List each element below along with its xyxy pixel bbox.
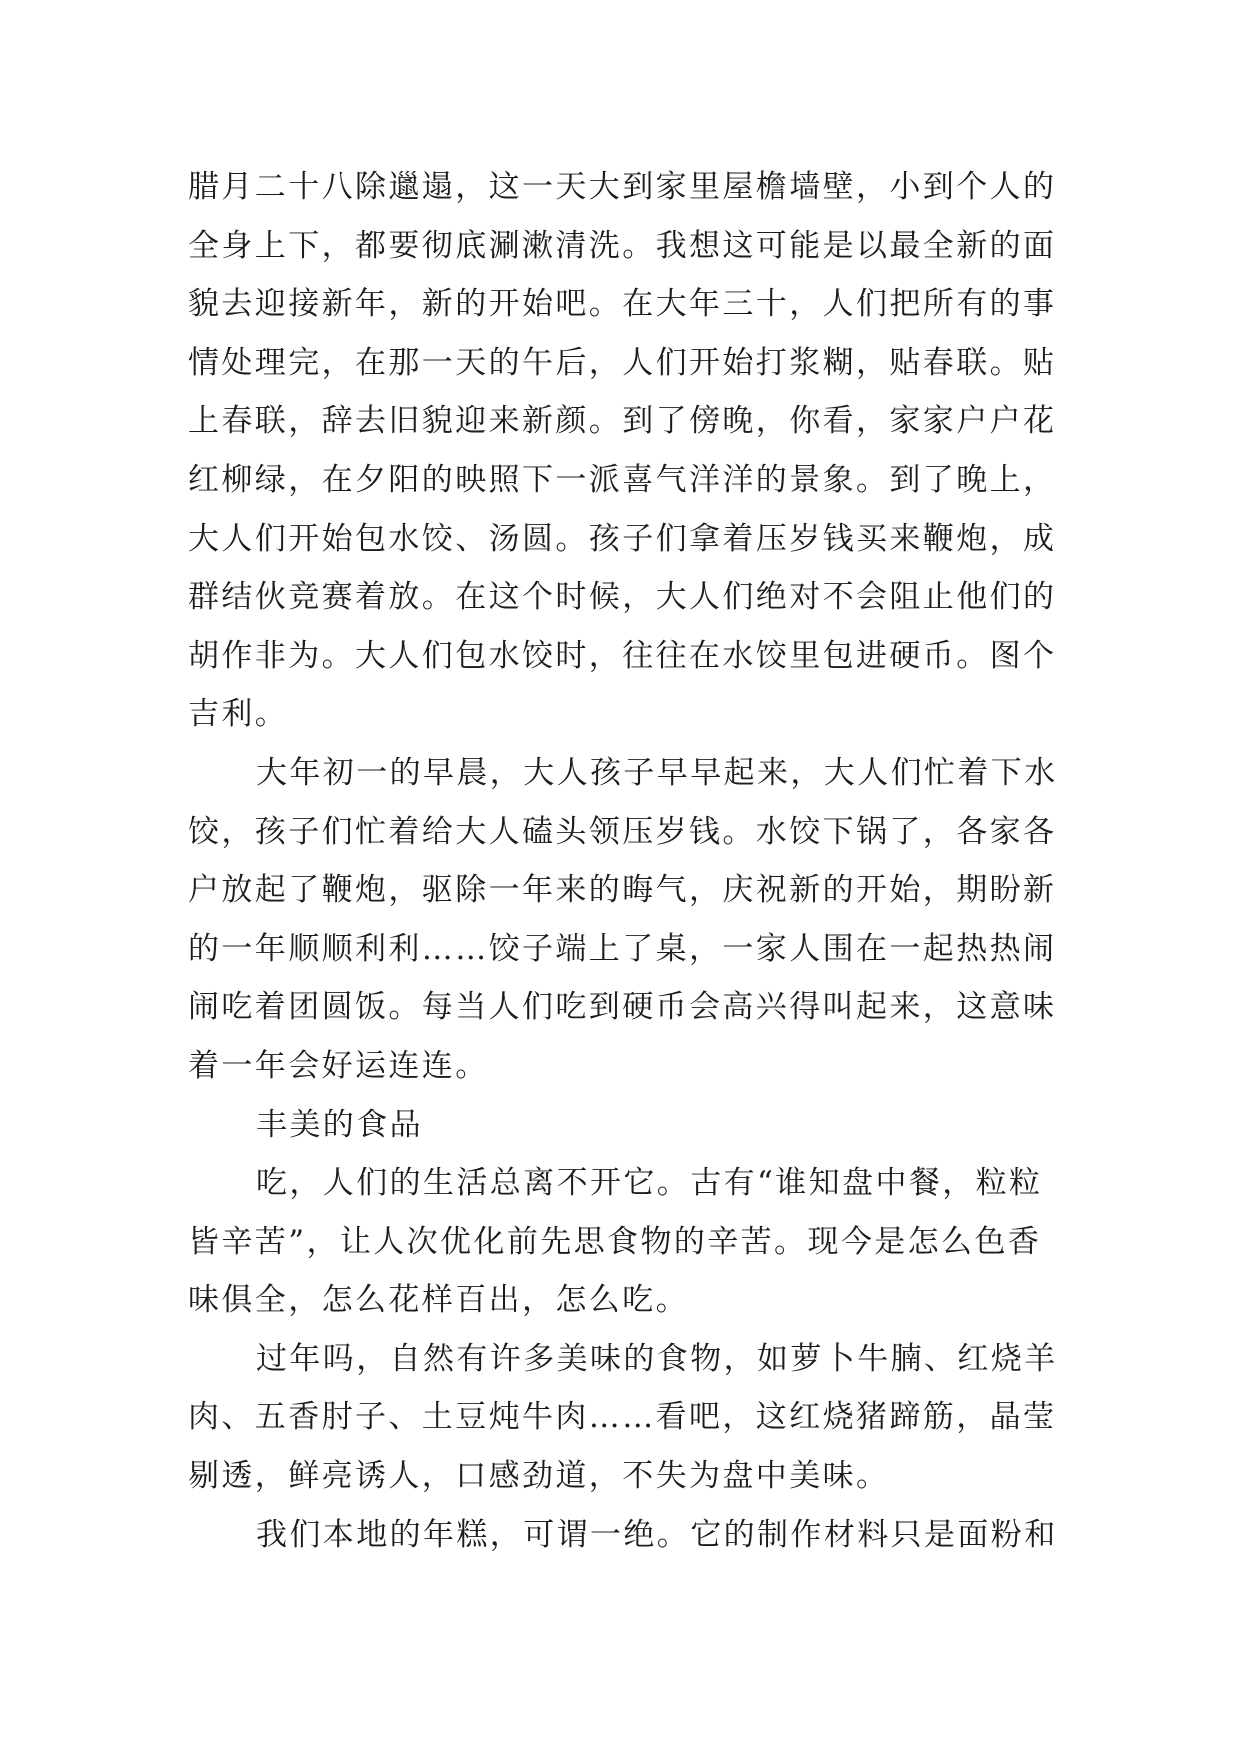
text-line: 味俱全，怎么花样百出，怎么吃。 — [188, 1282, 689, 1319]
paragraph-first-line: 我们本地的年糕，可谓一绝。它的制作材料只是面粉和 — [256, 1516, 1058, 1553]
text-line: 的一年顺顺利利……饺子端上了桌，一家人围在一起热热闹 — [188, 930, 1057, 967]
text-line: 肉、五香肘子、土豆炖牛肉……看吧，这红烧猪蹄筋，晶莹 — [188, 1399, 1057, 1436]
text-line: 情处理完，在那一天的午后，人们开始打浆糊，贴春联。贴 — [188, 344, 1057, 381]
text-line: 群结伙竞赛着放。在这个时候，大人们绝对不会阻止他们的 — [188, 579, 1057, 616]
paragraph-first-line: 吃，人们的生活总离不开它。古有“谁知盘中餐，粒粒 — [256, 1165, 1043, 1202]
text-line: 闹吃着团圆饭。每当人们吃到硬币会高兴得叫起来，这意味 — [188, 989, 1057, 1026]
text-line: 貌去迎接新年，新的开始吧。在大年三十，人们把所有的事 — [188, 286, 1057, 323]
text-line: 户放起了鞭炮，驱除一年来的晦气，庆祝新的开始，期盼新 — [188, 872, 1057, 909]
section-heading: 丰美的食品 — [256, 1106, 423, 1143]
paragraph-first-line: 大年初一的早晨，大人孩子早早起来，大人们忙着下水 — [256, 754, 1058, 791]
text-line: 胡作非为。大人们包水饺时，往往在水饺里包进硬币。图个 — [188, 637, 1057, 674]
text-line: 剔透，鲜亮诱人，口感劲道，不失为盘中美味。 — [188, 1458, 890, 1495]
body-text — [188, 158, 1068, 1564]
text-line: 红柳绿，在夕阳的映照下一派喜气洋洋的景象。到了晚上， — [188, 461, 1057, 498]
text-line: 吉利。 — [188, 696, 289, 733]
text-line: 饺，孩子们忙着给大人磕头领压岁钱。水饺下锅了，各家各 — [188, 813, 1057, 850]
text-line: 大人们开始包水饺、汤圆。孩子们拿着压岁钱买来鞭炮，成 — [188, 520, 1057, 557]
text-line: 腊月二十八除邋遢，这一天大到家里屋檐墙壁，小到个人的 — [188, 169, 1057, 205]
paragraph-first-line: 过年吗，自然有许多美味的食物，如萝卜牛腩、红烧羊 — [256, 1340, 1058, 1377]
text-line: 上春联，辞去旧貌迎来新颜。到了傍晚，你看，家家户户花 — [188, 403, 1057, 440]
text-line: 着一年会好运连连。 — [188, 1047, 489, 1084]
text-line: 全身上下，都要彻底涮漱清洗。我想这可能是以最全新的面 — [188, 227, 1057, 264]
text-line: 皆辛苦”，让人次优化前先思食物的辛苦。现今是怎么色香 — [188, 1223, 1042, 1260]
